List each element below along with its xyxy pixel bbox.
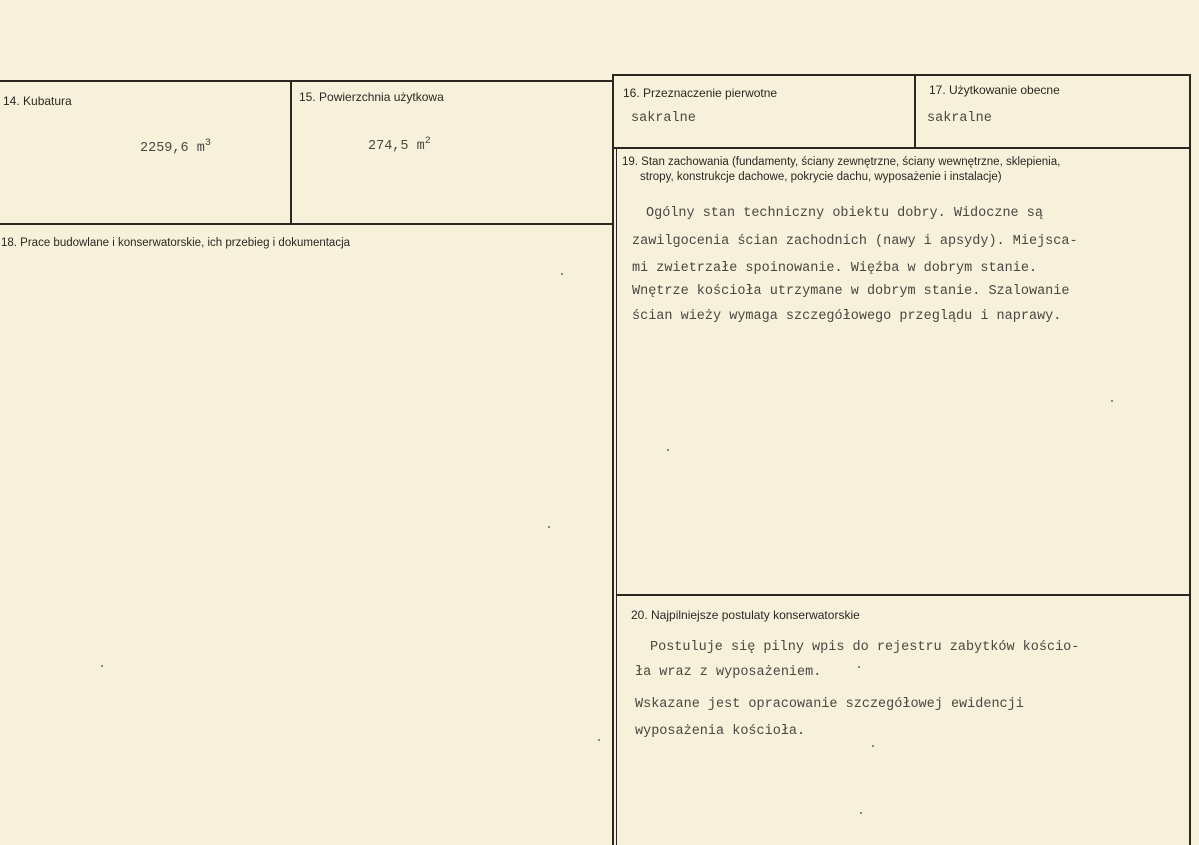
paper-speck [101, 665, 103, 667]
kubatura-value [140, 136, 211, 157]
rule-col-f16-f17 [914, 75, 916, 148]
paper-speck [667, 449, 669, 451]
stan-zachowania-line: ścian wieży wymaga szczegółowego przeglądu i naprawy. [632, 309, 1062, 324]
paper-speck [548, 526, 550, 528]
kubatura-label: 14. Kubatura [3, 94, 72, 108]
stan-zachowania-label-2: stropy, konstrukcje dachowe, pokrycie dachu, wyposażenie i instalacje) [640, 171, 1002, 183]
paper-speck [598, 739, 600, 741]
stan-zachowania-line: mi zwietrzałe spoinowanie. Więźba w dobrym stanie. [632, 261, 1038, 276]
rule-right-edge [1189, 74, 1191, 845]
paper-speck [860, 812, 862, 814]
postulaty-line: ła wraz z wyposażeniem. [635, 665, 822, 680]
rule-col-main-inner [616, 148, 617, 845]
przeznaczenie-label: 16. Przeznaczenie pierwotne [623, 86, 778, 100]
rule-right-f19-bottom [616, 594, 1190, 596]
stan-zachowania-line: zawilgocenia ścian zachodnich (nawy i apsydy). Miejsca- [632, 234, 1078, 249]
paper-speck [1111, 400, 1113, 402]
paper-speck [858, 666, 860, 668]
rule-right-f16-bottom [614, 147, 1190, 149]
postulaty-label: 20. Najpilniejsze postulaty konserwatorskie [631, 608, 860, 622]
prace-budowlane-label: 18. Prace budowlane i konserwatorskie, ich przebieg i dokumentacja [1, 237, 351, 249]
rule-col-main [612, 75, 614, 845]
stan-zachowania-line: Ogólny stan techniczny obiektu dobry. Widoczne są [646, 206, 1043, 221]
paper-speck [561, 273, 563, 275]
powierzchnia-label: 15. Powierzchnia użytkowa [299, 90, 444, 104]
postulaty-line: Postuluje się pilny wpis do rejestru zabytków kościo- [650, 640, 1080, 655]
przeznaczenie-value: sakralne [631, 111, 696, 126]
powierzchnia-unit-power: 2 [424, 136, 431, 147]
stan-zachowania-line: Wnętrze kościoła utrzymane w dobrym stanie. Szalowanie [632, 284, 1070, 299]
uzytkowanie-label: 17. Użytkowanie obecne [929, 83, 1060, 97]
rule-col-f14-f15 [290, 81, 292, 224]
powierzchnia-number: 274,5 m [368, 139, 425, 154]
rule-top-right [612, 74, 1190, 76]
powierzchnia-value [368, 134, 431, 155]
uzytkowanie-value: sakralne [927, 111, 992, 126]
paper-speck [872, 745, 874, 747]
kubatura-unit-power: 3 [204, 138, 211, 149]
postulaty-line: wyposażenia kościoła. [635, 724, 806, 739]
rule-top-left [0, 80, 612, 82]
rule-left-mid [0, 223, 614, 225]
kubatura-number: 2259,6 m [140, 141, 205, 156]
stan-zachowania-label-1: 19. Stan zachowania (fundamenty, ściany zewnętrzne, ściany wewnętrzne, sklepienia, [622, 156, 1061, 168]
postulaty-line: Wskazane jest opracowanie szczegółowej ewidencji [635, 697, 1024, 712]
